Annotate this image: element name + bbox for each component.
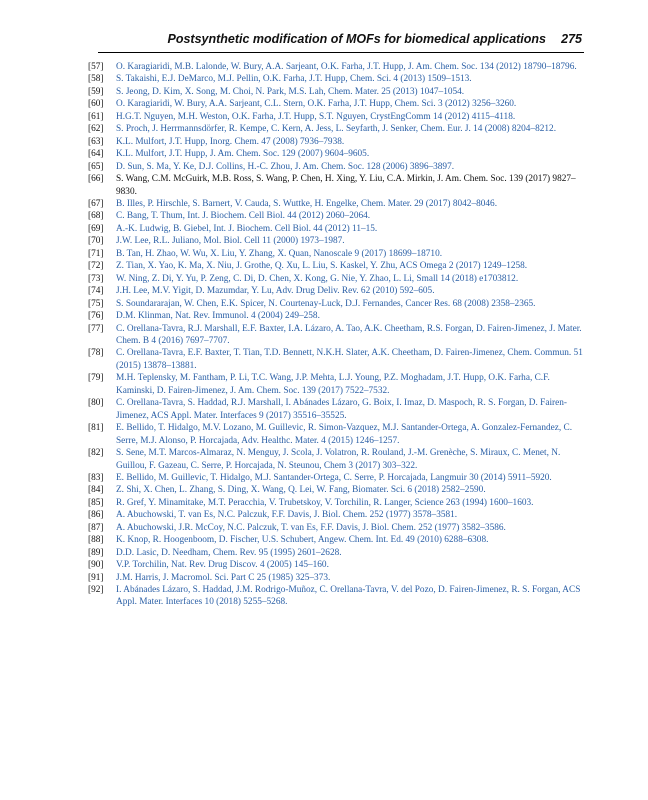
reference-text[interactable]: M.H. Teplensky, M. Fantham, P. Li, T.C. Wang, J.P. Mehta, L.J. Young, P.Z. Moghadam, J.T. Hupp, O.K. Farha, C.F. Kaminski, D. Fairen-Jimenez, J. Am. Chem. Soc. 139 (2017) 7522–7532. [116,373,550,396]
reference-text[interactable]: S. Proch, J. Herrmannsdörfer, R. Kempe, C. Kern, A. Jess, L. Seyfarth, J. Senker, Chem. Eur. J. 14 (2008) 8204–8212. [116,124,557,135]
reference-item[interactable] [88,298,588,310]
reference-item[interactable] [88,310,588,322]
reference-number: [73] [88,273,104,284]
reference-number: [66] [88,174,104,185]
reference-item[interactable] [88,198,588,210]
reference-number: [77] [88,323,104,334]
reference-item[interactable] [88,111,588,123]
reference-text[interactable]: S. Jeong, D. Kim, X. Song, M. Choi, N. Park, M.S. Lah, Chem. Mater. 25 (2013) 1047–1054. [116,86,465,97]
reference-text[interactable]: I. Abánades Lázaro, S. Haddad, J.M. Rodrigo-Muñoz, C. Orellana-Tavra, V. del Pozo, D. Fairen-Jimenez, R. S. Forgan, ACS Appl. Mater. Interfaces 10 (2018) 5255–5268. [116,585,581,608]
reference-text[interactable]: D. Sun, S. Ma, Y. Ke, D.J. Collins, H.-C. Zhou, J. Am. Chem. Soc. 128 (2006) 3896–3897. [116,161,455,172]
reference-number: [90] [88,560,104,571]
reference-text[interactable]: R. Gref, Y. Minamitake, M.T. Peracchia, V. Trubetskoy, V. Torchilin, R. Langer, Science 263 (1994) 1600–1603. [116,497,534,508]
reference-number: [75] [88,298,104,309]
reference-text[interactable]: B. Illes, P. Hirschle, S. Barnert, V. Cauda, S. Wuttke, H. Engelke, Chem. Mater. 29 (2017) 8042–8046. [116,198,498,209]
reference-item[interactable] [88,223,588,235]
reference-item[interactable] [88,61,588,73]
reference-item[interactable] [88,447,588,472]
reference-item[interactable] [88,161,588,173]
reference-text[interactable]: C. Bang, T. Thum, Int. J. Biochem. Cell Biol. 44 (2012) 2060–2064. [116,211,371,222]
reference-number: [84] [88,485,104,496]
reference-text[interactable]: D.M. Klinman, Nat. Rev. Immunol. 4 (2004) 249–258. [116,311,320,322]
reference-number: [65] [88,161,104,172]
reference-item[interactable] [88,123,588,135]
reference-number: [64] [88,149,104,160]
reference-item[interactable] [88,86,588,98]
running-title: Postsynthetic modification of MOFs for biomedical applications [167,32,546,46]
reference-number: [83] [88,472,104,483]
reference-item[interactable] [88,522,588,534]
reference-number: [82] [88,448,104,459]
reference-number: [58] [88,74,104,85]
reference-number: [91] [88,572,104,583]
reference-number: [80] [88,398,104,409]
reference-number: [62] [88,124,104,135]
reference-list [88,61,588,609]
reference-number: [63] [88,136,104,147]
reference-text[interactable]: W. Ning, Z. Di, Y. Yu, P. Zeng, C. Di, D. Chen, X. Kong, G. Nie, Y. Zhao, L. Li, Small 14 (2018) e1703812. [116,273,519,284]
reference-text[interactable]: E. Bellido, M. Guillevic, T. Hidalgo, M.J. Santander-Ortega, C. Serre, P. Horcajada, Langmuir 30 (2014) 5911–5920. [116,472,552,483]
reference-item[interactable] [88,584,588,609]
reference-item[interactable] [88,559,588,571]
reference-item[interactable] [88,347,588,372]
reference-item[interactable] [88,210,588,222]
reference-text[interactable]: E. Bellido, T. Hidalgo, M.V. Lozano, M. Guillevic, R. Simon-Vazquez, M.J. Santander-Ortega, A. Gonzalez-Fernandez, C. Serre, M.J. Alonso, P. Horcajada, Adv. Healthc. Mater. 4 (2015) 1246–1257. [116,423,573,446]
reference-item[interactable] [88,173,588,198]
reference-number: [68] [88,211,104,222]
reference-number: [89] [88,547,104,558]
reference-text[interactable]: Z. Tian, X. Yao, K. Ma, X. Niu, J. Grothe, Q. Xu, L. Liu, S. Kaskel, Y. Zhu, ACS Omega 2 (2017) 1249–1258. [116,261,528,272]
reference-number: [85] [88,497,104,508]
reference-number: [81] [88,423,104,434]
reference-item[interactable] [88,273,588,285]
reference-text[interactable]: D.D. Lasic, D. Needham, Chem. Rev. 95 (1995) 2601–2628. [116,547,342,558]
reference-text[interactable]: K.L. Mulfort, J.T. Hupp, Inorg. Chem. 47 (2008) 7936–7938. [116,136,345,147]
reference-text[interactable]: A. Abuchowski, J.R. McCoy, N.C. Palczuk, T. van Es, F.F. Davis, J. Biol. Chem. 252 (1977) 3582–3586. [116,522,506,533]
reference-text[interactable]: K. Knop, R. Hoogenboom, D. Fischer, U.S. Schubert, Angew. Chem. Int. Ed. 49 (2010) 6288–6308. [116,535,489,546]
reference-number: [59] [88,86,104,97]
reference-text[interactable]: C. Orellana-Tavra, S. Haddad, R.J. Marshall, I. Abánades Lázaro, G. Boix, I. Imaz, D. Maspoch, R. S. Forgan, D. Fairen-Jimenez, ACS Appl. Mater. Interfaces 9 (2017) 35516–35525. [116,398,568,421]
reference-item[interactable] [88,260,588,272]
page-number: 275 [561,32,582,46]
reference-number: [57] [88,62,104,72]
reference-item[interactable] [88,372,588,397]
reference-number: [86] [88,510,104,521]
reference-number: [72] [88,261,104,272]
reference-item[interactable] [88,572,588,584]
reference-text[interactable]: J.W. Lee, R.L. Juliano, Mol. Biol. Cell 11 (2000) 1973–1987. [116,236,345,247]
reference-item[interactable] [88,472,588,484]
reference-text[interactable]: H.G.T. Nguyen, M.H. Weston, O.K. Farha, J.T. Hupp, S.T. Nguyen, CrystEngComm 14 (2012) 4115–4118. [116,111,516,122]
reference-item[interactable] [88,235,588,247]
reference-number: [60] [88,99,104,110]
running-head [98,28,584,53]
reference-item[interactable] [88,285,588,297]
reference-text[interactable]: J.M. Harris, J. Macromol. Sci. Part C 25 (1985) 325–373. [116,572,331,583]
reference-number: [79] [88,373,104,384]
reference-item[interactable] [88,422,588,447]
reference-text[interactable]: S. Takaishi, E.J. DeMarco, M.J. Pellin, O.K. Farha, J.T. Hupp, Chem. Sci. 4 (2013) 1509–1513. [116,74,472,85]
reference-number: [88] [88,535,104,546]
reference-text[interactable]: C. Orellana-Tavra, R.J. Marshall, E.F. Baxter, I.A. Lázaro, A. Tao, A.K. Cheetham, R.S. Forgan, D. Fairen-Jimenez, J. Mater. Chem. B 4 (2016) 7697–7707. [116,323,582,346]
reference-item[interactable] [88,547,588,559]
reference-number: [78] [88,348,104,359]
reference-text: S. Wang, C.M. McGuirk, M.B. Ross, S. Wang, P. Chen, H. Xing, Y. Liu, C.A. Mirkin, J. Am. Chem. Soc. 139 (2017) 9827–9830. [116,174,576,197]
reference-text[interactable]: A. Abuchowski, T. van Es, N.C. Palczuk, F.F. Davis, J. Biol. Chem. 252 (1977) 3578–3581. [116,510,458,521]
reference-number: [92] [88,585,104,596]
reference-text[interactable]: S. Soundararajan, W. Chen, E.K. Spicer, N. Courtenay-Luck, D.J. Fernandes, Cancer Res. 68 (2008) 2358–2365. [116,298,536,309]
reference-text[interactable]: S. Sene, M.T. Marcos-Almaraz, N. Menguy, J. Scola, J. Volatron, R. Rouland, J.-M. Grenèche, S. Miraux, C. Menet, N. Guillou, F. Gazeau, C. Serre, P. Horcajada, N. Steunou, Chem 3 (2017) 303–322. [116,448,561,471]
reference-text[interactable]: J.H. Lee, M.V. Yigit, D. Mazumdar, Y. Lu, Adv. Drug Deliv. Rev. 62 (2010) 592–605. [116,286,435,297]
reference-item[interactable] [88,98,588,110]
reference-item[interactable] [88,484,588,496]
reference-number: [87] [88,522,104,533]
reference-text[interactable]: O. Karagiaridi, W. Bury, A.A. Sarjeant, C.L. Stern, O.K. Farha, J.T. Hupp, Chem. Sci. 3 (2012) 3256–3260. [116,99,517,110]
reference-item[interactable] [88,509,588,521]
reference-text[interactable]: K.L. Mulfort, J.T. Hupp, J. Am. Chem. Soc. 129 (2007) 9604–9605. [116,149,370,160]
reference-number: [69] [88,223,104,234]
reference-item[interactable] [88,534,588,546]
reference-item[interactable] [88,136,588,148]
reference-number: [74] [88,286,104,297]
reference-text[interactable]: V.P. Torchilin, Nat. Rev. Drug Discov. 4 (2005) 145–160. [116,560,329,571]
reference-number: [71] [88,248,104,259]
reference-text[interactable]: O. Karagiaridi, M.B. Lalonde, W. Bury, A.A. Sarjeant, O.K. Farha, J.T. Hupp, J. Am. Chem. Soc. 134 (2012) 18790–18796. [116,62,577,72]
reference-text[interactable]: C. Orellana-Tavra, E.F. Baxter, T. Tian, T.D. Bennett, N.K.H. Slater, A.K. Cheetham, D. Fairen-Jimenez, Chem. Commun. 51 (2015) 13878–13881. [116,348,583,371]
reference-item[interactable] [88,148,588,160]
reference-number: [67] [88,198,104,209]
reference-number: [70] [88,236,104,247]
reference-item[interactable] [88,397,588,422]
reference-text[interactable]: A.-K. Ludwig, B. Giebel, Int. J. Biochem. Cell Biol. 44 (2012) 11–15. [116,223,378,234]
reference-text[interactable]: Z. Shi, X. Chen, L. Zhang, S. Ding, X. Wang, Q. Lei, W. Fang, Biomater. Sci. 6 (2018) 2582–2590. [116,485,486,496]
reference-number: [61] [88,111,104,122]
reference-number: [76] [88,311,104,322]
reference-text[interactable]: B. Tan, H. Zhao, W. Wu, X. Liu, Y. Zhang, X. Quan, Nanoscale 9 (2017) 18699–18710. [116,248,443,259]
reference-item[interactable] [88,323,588,348]
reference-item[interactable] [88,497,588,509]
reference-item[interactable] [88,248,588,260]
reference-item[interactable] [88,73,588,85]
